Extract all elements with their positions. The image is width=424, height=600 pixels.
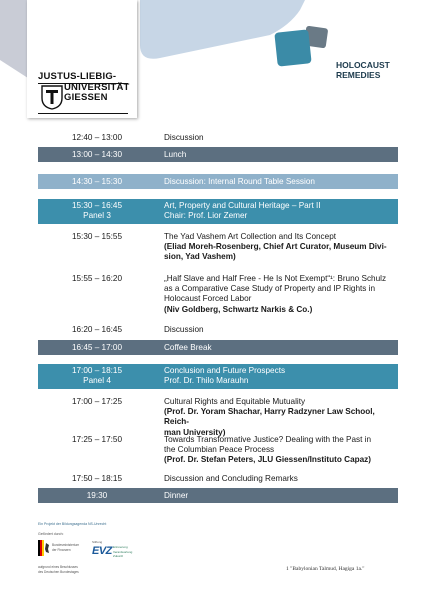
talk-title-cont: the Columbian Peace Process: [164, 445, 275, 455]
resolution-line-1: aufgrund eines Beschlusses: [38, 565, 78, 569]
university-line-3: GIESSEN: [64, 92, 108, 103]
holocaust-remedies-logo-icon: [273, 25, 333, 77]
row-content: [164, 232, 398, 263]
funded-by-label: Gefördert durch:: [38, 532, 64, 536]
row-content: [164, 274, 398, 315]
row-time: 17:50 – 18:15: [71, 474, 123, 483]
row-content: Discussion and Concluding Remarks: [164, 474, 298, 483]
row-time: 16:20 – 16:45: [71, 325, 123, 334]
row-time: 19:30: [86, 491, 108, 500]
schedule-row: [38, 397, 398, 437]
evz-sub-3: Zukunft: [113, 554, 124, 558]
row-time: 14:30 – 15:30: [71, 177, 123, 186]
panel-title: Conclusion and Future Prospects: [164, 366, 286, 375]
panel-title: Art, Property and Cultural Heritage – Part II: [164, 201, 321, 210]
panel-chair: Prof. Dr. Thilo Marauhn: [164, 376, 249, 386]
project-line-1: HOLOCAUST: [336, 60, 390, 70]
talk-speaker: (Prof. Dr. Yoram Shachar, Harry Radzyner Law School, Reich-: [164, 407, 375, 427]
talk-title: Towards Transformative Justice? Dealing with the Past in: [164, 435, 372, 444]
schedule-row-panel-3: [38, 199, 398, 224]
ministry-name: [52, 543, 79, 552]
ministry-line-1: Bundesministerium: [52, 543, 80, 547]
schedule-row: [38, 474, 398, 486]
eagle-emblem-icon: [38, 540, 50, 556]
talk-speaker-cont: man University): [164, 427, 226, 437]
schedule-row-dinner: [38, 488, 398, 503]
row-content: Dinner: [164, 491, 189, 500]
ministry-line-2: der Finanzen: [52, 547, 71, 552]
talk-title-cont: as a Comparative Case Study of Property and IP Rights in: [164, 284, 376, 294]
talk-speaker: (Eliad Moreh-Rosenberg, Chief Art Curator, Museum Divi-: [164, 242, 387, 252]
schedule-row-coffee-break: [38, 340, 398, 355]
evz-logo: EVZ: [92, 545, 112, 557]
row-time: 16:45 – 17:00: [71, 343, 123, 352]
talk-title-cont: Holocaust Forced Labor: [164, 294, 252, 304]
row-time: 15:30 – 15:55: [71, 232, 123, 241]
evz-sub-1: Erinnerung: [113, 545, 128, 549]
schedule-row-roundtable: [38, 174, 398, 189]
row-content: [164, 435, 398, 466]
holocaust-remedies-title: [336, 60, 390, 80]
row-time: 15:30 – 16:45: [71, 201, 123, 210]
resolution-line-2: des Deutschen Bundestages: [38, 569, 79, 574]
evz-stiftung-label: Stiftung: [92, 540, 103, 544]
talk-title: Cultural Rights and Equitable Mutuality: [164, 397, 306, 406]
footnote: 1 "Babylonian Talmud, Hagiga 1a.": [286, 566, 365, 572]
evz-subtitle: [113, 545, 132, 559]
talk-title: „Half Slave and Half Free - He Is Not Exempt“¹: Bruno Schulz: [164, 274, 387, 283]
row-content: Lunch: [164, 150, 187, 159]
row-content: Discussion: [164, 133, 204, 142]
project-note: Ein Projekt der Bildungsagenda NS-Unrecht: [38, 522, 107, 526]
schedule-row: [38, 232, 398, 264]
row-content: [164, 201, 398, 221]
university-line-1: JUSTUS-LIEBIG-: [38, 71, 117, 82]
logo-rule-bottom: [38, 113, 128, 114]
row-content: Discussion: [164, 325, 204, 334]
schedule-row: [38, 435, 398, 467]
row-time: 15:55 – 16:20: [71, 274, 123, 283]
university-line-2: UNIVERSITÄT: [64, 81, 130, 93]
panel-chair: Chair: Prof. Lior Zemer: [164, 211, 248, 221]
evz-sub-2: Verantwortung: [113, 549, 133, 554]
row-time: 13:00 – 14:30: [71, 150, 123, 159]
project-line-2: REMEDIES: [336, 70, 381, 80]
schedule-row: [38, 274, 398, 316]
row-content: [164, 397, 398, 438]
row-content: Coffee Break: [164, 343, 212, 352]
row-content: [164, 366, 398, 386]
row-panel: Panel 3: [83, 211, 111, 220]
schedule-row-lunch: [38, 147, 398, 162]
talk-title: The Yad Vashem Art Collection and Its Concept: [164, 232, 337, 241]
schedule-row: [38, 325, 398, 337]
talk-speaker: (Niv Goldberg, Schwartz Narkis & Co.): [164, 304, 313, 314]
schedule-row: [38, 132, 398, 144]
schedule-row-panel-4: [38, 364, 398, 389]
row-panel: Panel 4: [83, 376, 111, 385]
row-content: Discussion: Internal Round Table Session: [164, 177, 315, 186]
row-time: 12:40 – 13:00: [71, 133, 123, 142]
university-emblem-icon: [40, 84, 64, 110]
row-time: 17:00 – 18:15: [71, 366, 123, 375]
resolution-note: [38, 565, 79, 574]
talk-speaker-cont: sion, Yad Vashem): [164, 252, 236, 262]
row-time: 17:25 – 17:50: [71, 435, 123, 444]
talk-speaker: (Prof. Dr. Stefan Peters, JLU Giessen/Instituto Capaz): [164, 455, 372, 465]
row-time: 17:00 – 17:25: [71, 397, 123, 406]
